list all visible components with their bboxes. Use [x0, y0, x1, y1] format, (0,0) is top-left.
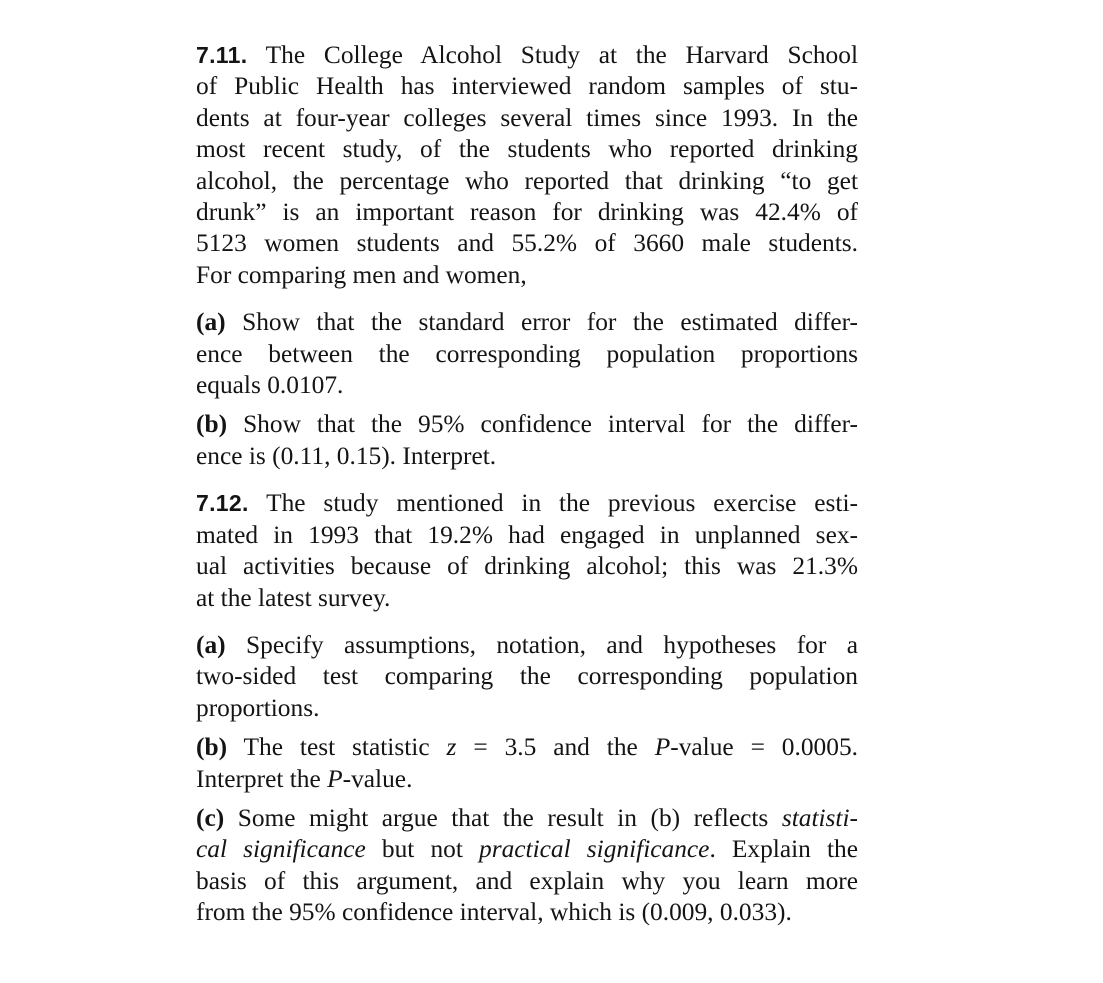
italic-term: cal significance	[196, 835, 366, 864]
exercise-7-11-number: 7.11.	[196, 42, 248, 68]
exercise-7-12-line: mated in 1993 that 19.2% had engaged in unplanned sex-	[196, 520, 858, 549]
part-label: (a)	[196, 308, 226, 337]
exercise-7-11-line: 5123 women students and 55.2% of 3660 male students.	[196, 229, 858, 258]
exercise-7-11-line: alcohol, the percentage who reported that drinking “to get	[196, 166, 858, 195]
part-label: (b)	[196, 733, 228, 762]
exercise-7-12-intro	[196, 488, 858, 614]
p-symbol: P	[327, 764, 343, 793]
part-line: proportions.	[196, 693, 320, 722]
part-line: Show that the 95% confidence interval for the differ-	[243, 410, 858, 439]
exercise-7-11-line: drunk” is an important reason for drinking was 42.4% of	[196, 198, 858, 227]
text-run: but not	[365, 835, 479, 864]
part-label: (c)	[196, 803, 225, 832]
exercise-7-12-part-c	[196, 803, 858, 929]
text-run: = 3.5 and the	[456, 733, 655, 762]
italic-term: practical significance	[479, 835, 710, 864]
part-line: ence between the corresponding population proportions	[196, 339, 858, 368]
exercise-7-12-part-a	[196, 630, 858, 724]
exercise-7-12-line: ual activities because of drinking alcohol; this was 21.3%	[196, 552, 858, 581]
z-symbol: z	[446, 733, 457, 762]
part-line: two-sided test comparing the corresponding population	[196, 662, 858, 691]
part-label: (a)	[196, 630, 226, 659]
p-symbol: P	[654, 733, 671, 762]
text-run: . Explain the	[709, 835, 858, 864]
text-run: -value = 0.0005.	[670, 733, 858, 762]
exercise-7-12-part-b	[196, 732, 858, 795]
part-label: (b)	[196, 410, 228, 439]
exercise-7-12-number: 7.12.	[196, 490, 249, 517]
part-line: equals 0.0107.	[196, 371, 344, 400]
italic-term: statisti-	[781, 803, 858, 832]
exercise-7-11-intro	[196, 40, 858, 291]
text-run: The test statistic	[243, 733, 447, 762]
exercise-7-12-line: The study mentioned in the previous exercise esti-	[266, 489, 858, 518]
exercise-7-11-part-b	[196, 409, 858, 472]
exercise-7-11-line: most recent study, of the students who reported drinking	[196, 135, 858, 164]
part-line: Specify assumptions, notation, and hypotheses for a	[246, 630, 858, 659]
exercise-7-11-part-a	[196, 307, 858, 401]
part-line: ence is (0.11, 0.15). Interpret.	[196, 441, 497, 470]
text-run: Interpret the	[196, 764, 328, 793]
textbook-page	[196, 40, 858, 929]
part-line: basis of this argument, and explain why you learn more	[196, 866, 858, 895]
exercise-7-12-line: at the latest survey.	[196, 583, 391, 612]
text-run: -value.	[342, 764, 413, 793]
exercise-7-11-line: of Public Health has interviewed random samples of stu-	[196, 72, 858, 101]
exercise-7-11-line: dents at four-year colleges several times since 1993. In the	[196, 103, 858, 132]
exercise-7-11-line: The College Alcohol Study at the Harvard School	[265, 41, 858, 69]
text-run: Some might argue that the result in (b) reflects	[237, 803, 782, 832]
exercise-7-11-line: For comparing men and women,	[196, 260, 527, 289]
part-line: Show that the standard error for the estimated differ-	[242, 308, 858, 337]
part-line: from the 95% confidence interval, which is (0.009, 0.033).	[196, 898, 792, 927]
